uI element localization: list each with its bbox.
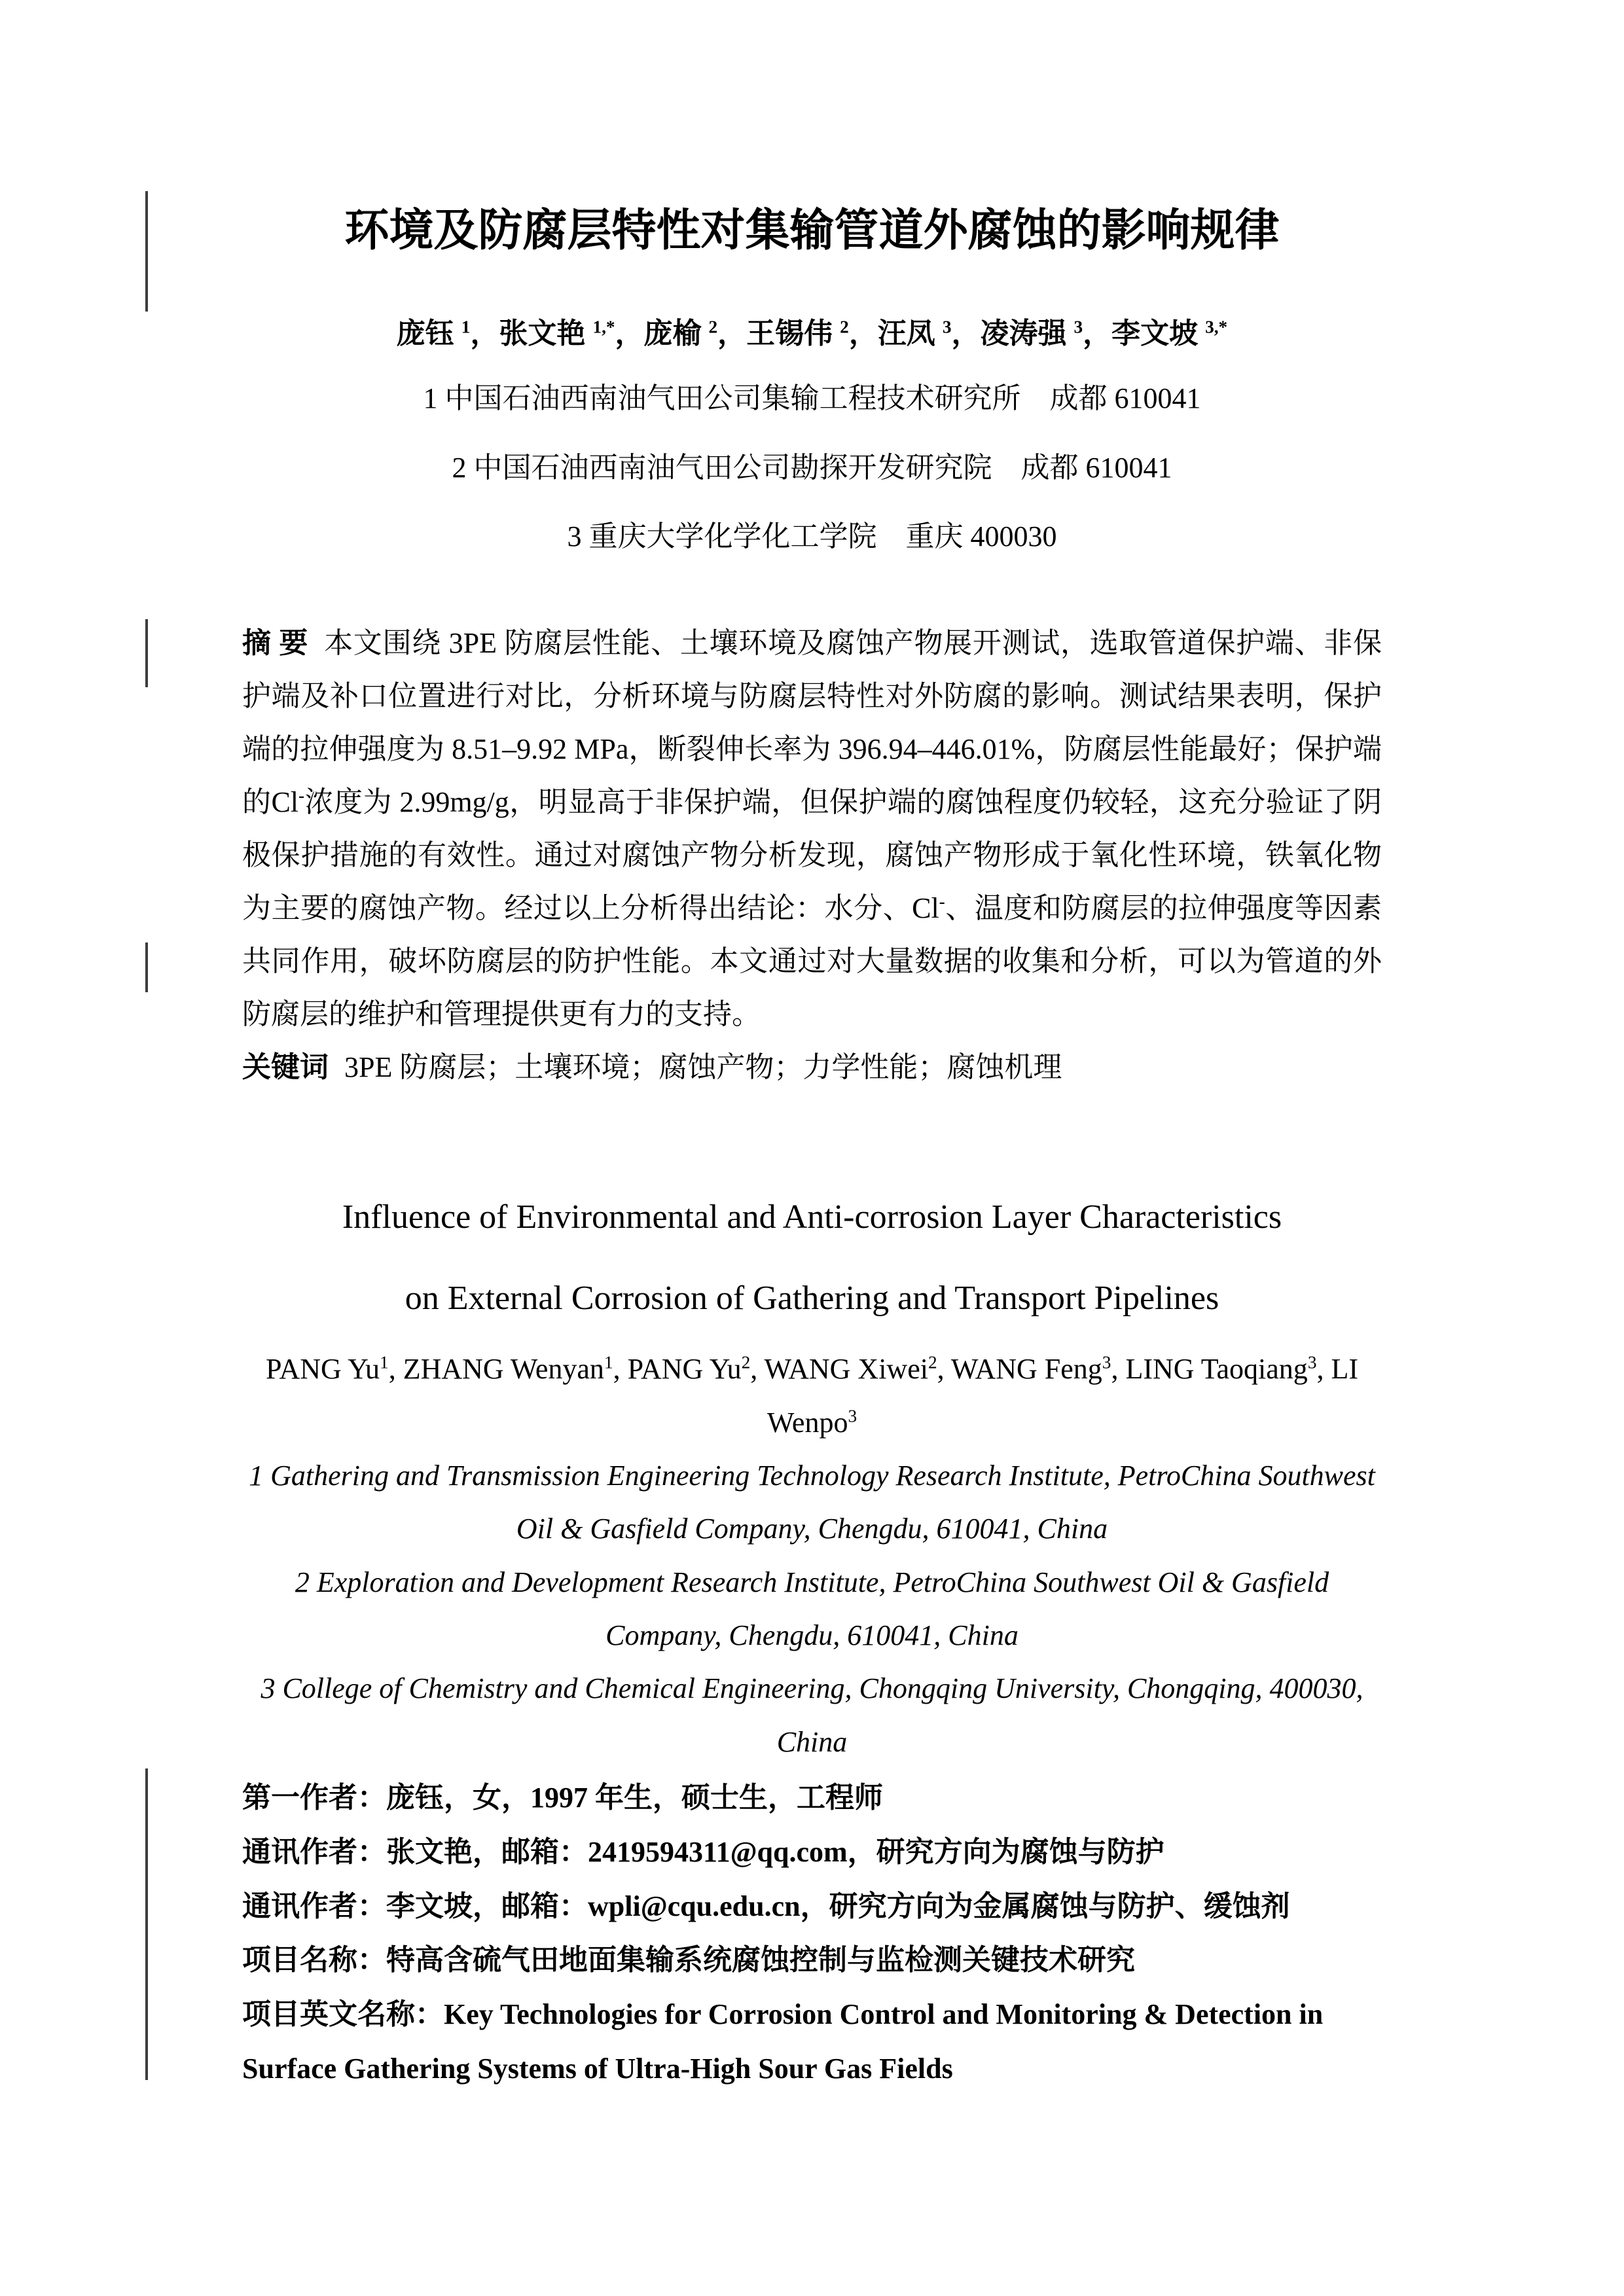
title-en: Influence of Environmental and Anti-corrosion Layer Characteristics on External Corrosion of Gathering and Transport Pipelines	[342, 1198, 1282, 1318]
authors-en: PANG Yu$^1$, ZHANG Wenyan$^1$, PANG Yu$^2$, WANG Xiwei$^2$, WANG Feng$^3$, LING Taoqiang$^3$, LI Wenpo$^3$	[266, 1352, 1358, 1439]
note-label: 项目英文名称：	[242, 1998, 444, 2031]
note-text: 特高含硫气田地面集输系统腐蚀控制与监检测关键技术研究	[386, 1944, 1135, 1977]
note-text: 李文坡，邮箱：wpli@cqu.edu.cn，研究方向为金属腐蚀与防护、缓蚀剂	[386, 1890, 1290, 1922]
keywords-text: 3PE 防腐层；土壤环境；腐蚀产物；力学性能；腐蚀机理	[344, 1050, 1062, 1083]
revision-bar	[145, 942, 148, 992]
affiliations-cn	[242, 364, 1382, 571]
keywords-line	[242, 1041, 1382, 1094]
revision-bar	[145, 191, 148, 312]
note-label: 通讯作者：	[242, 1835, 386, 1868]
note-label: 通讯作者：	[242, 1890, 386, 1922]
author-notes	[242, 1771, 1382, 2096]
note-label: 第一作者：	[242, 1782, 386, 1814]
affiliation-en-line: 3 College of Chemistry and Chemical Engineering, Chongqing University, Chongqing, 400030, China	[261, 1672, 1363, 1758]
revision-bar	[145, 1768, 148, 2080]
keywords-label: 关键词	[242, 1050, 329, 1083]
note-line	[242, 1825, 1382, 1880]
affiliation-cn-line: 1 中国石油西南油气田公司集输工程技术研究所 成都 610041	[423, 382, 1201, 415]
title-cn: 环境及防腐层特性对集输管道外腐蚀的影响规律	[344, 206, 1280, 255]
note-text: Key Technologies for Corrosion Control and Monitoring & Detection in Surface Gathering Systems of Ultra-High Sour Gas Fields	[242, 1998, 1324, 2085]
affiliation-cn-line: 3 重庆大学化学化工学院 重庆 400030	[567, 520, 1057, 553]
affiliation-cn-line: 2 中国石油西南油气田公司勘探开发研究院 成都 610041	[452, 451, 1172, 484]
affiliations-en	[242, 1449, 1382, 1768]
authors-cn: 庞钰 $^1$，张文艳 $^{1,*}$，庞榆 $^2$，王锡伟 $^2$，汪凤 $^3$，凌涛强 $^3$，李文坡 $^{3,*}$	[396, 317, 1228, 350]
note-line	[242, 1880, 1382, 1934]
revision-bar	[145, 619, 148, 687]
note-line	[242, 1988, 1382, 2096]
abstract-label: 摘 要	[242, 626, 309, 659]
abstract-text: 本文围绕 3PE 防腐层性能、土壤环境及腐蚀产物展开测试，选取管道保护端、非保护端及补口位置进行对比，分析环境与防腐层特性对外防腐的影响。测试结果表明，保护端的拉伸强度为 8.51–9.92 MPa，断裂伸长率为 396.94–446.01%，防腐层性能最好；保护端的Cl-浓度为 2.99mg/g，明显高于非保护端，但保护端的腐蚀程度仍较轻，这充分验证了阴极保护措施的有效性。通过对腐蚀产物分析发现，腐蚀产物形成于氧化性环境，铁氧化物为主要的腐蚀产物。经过以上分析得出结论：水分、Cl-、温度和防腐层的拉伸强度等因素共同作用，破坏防腐层的防护性能。本文通过对大量数据的收集和分析，可以为管道的外防腐层的维护和管理提供更有力的支持。	[242, 626, 1382, 1030]
note-line	[242, 1771, 1382, 1825]
affiliation-en-line: 1 Gathering and Transmission Engineering Technology Research Institute, PetroChina Southwest Oil & Gasfield Company, Chengdu, 610041, China	[249, 1459, 1375, 1545]
abstract-paragraph	[242, 617, 1382, 1041]
note-text: 张文艳，邮箱：2419594311@qq.com，研究方向为腐蚀与防护	[386, 1835, 1164, 1868]
note-text: 庞钰，女，1997 年生，硕士生，工程师	[386, 1782, 883, 1814]
affiliation-en-line: 2 Exploration and Development Research Institute, PetroChina Southwest Oil & Gasfield Company, Chengdu, 610041, China	[295, 1566, 1329, 1652]
note-label: 项目名称：	[242, 1944, 386, 1977]
note-line	[242, 1933, 1382, 1988]
page-content	[242, 203, 1382, 2096]
